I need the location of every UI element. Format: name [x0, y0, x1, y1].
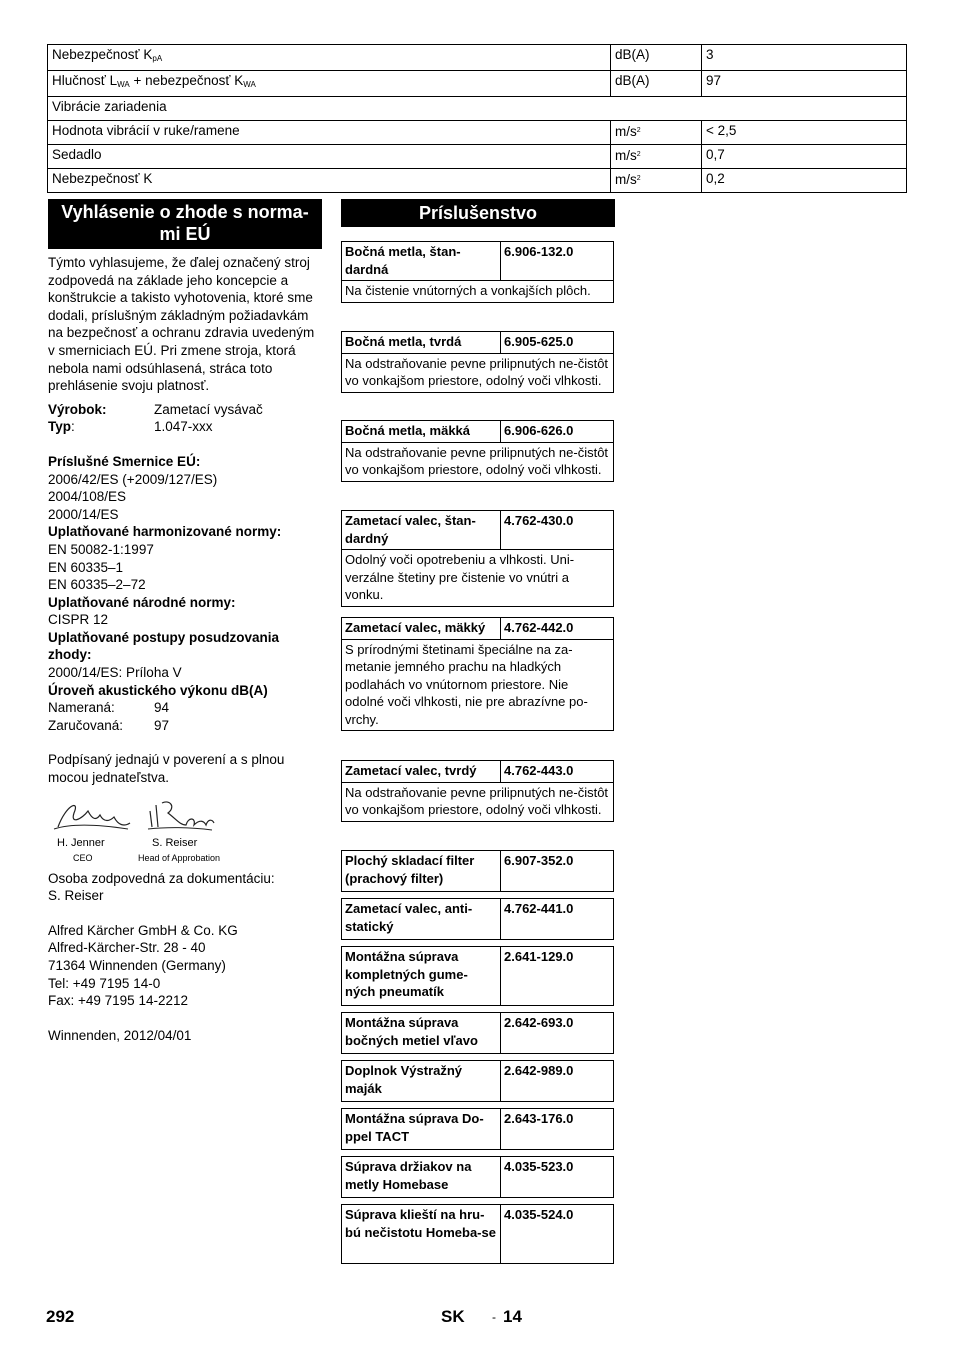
spec-label: Hodnota vibrácií v ruke/ramene [48, 121, 611, 145]
accessory-item [341, 760, 614, 822]
accessory-name: Montážna súprava kompletných gume-ných pneumatík [342, 947, 501, 1006]
type-value: 1.047-xxx [154, 419, 213, 435]
doc-person: S. Reiser [48, 888, 104, 904]
measured-value: 94 [154, 700, 170, 716]
national-item: CISPR 12 [48, 612, 109, 628]
national-label: Uplatňované národné normy: [48, 594, 236, 610]
accessory-code: 2.643-176.0 [501, 1109, 614, 1150]
accessory-item [341, 1012, 614, 1054]
spec-unit: m/s [615, 124, 637, 139]
spec-table [47, 44, 907, 193]
harmonized-item: EN 60335–1 [48, 559, 124, 575]
spec-unit: m/s [615, 148, 637, 163]
accessory-code: 4.762-441.0 [501, 899, 614, 940]
accessory-code: 2.642-989.0 [501, 1061, 614, 1102]
spec-row [48, 121, 907, 145]
guaranteed-value: 97 [154, 717, 170, 733]
signature-reiser-image [146, 797, 216, 835]
accessory-code: 4.762-442.0 [501, 618, 614, 640]
accessory-name: Zametací valec, mäkký [342, 618, 501, 640]
address-line: Alfred-Kärcher-Str. 28 - 40 [48, 940, 206, 956]
product-value: Zametací vysávač [154, 401, 263, 417]
spec-unit-sup: 2 [636, 175, 641, 182]
procedures-item: 2000/14/ES: Príloha V [48, 665, 182, 681]
accessory-item [341, 510, 614, 607]
signature1-role: CEO [73, 852, 93, 863]
spec-label: Vibrácie zariadenia [48, 97, 907, 121]
page-number: 292 [46, 1307, 75, 1326]
spec-value: < 2,5 [702, 121, 907, 145]
accessory-name: Plochý skladací filter (prachový filter) [342, 851, 501, 892]
accessory-desc: Na odstraňovanie pevne prilipnutých ne-čistôt vo vonkajšom priestore, odolný voči vlhkosti. [342, 353, 614, 392]
accessory-code: 4.762-443.0 [501, 761, 614, 783]
accessory-item [341, 420, 614, 482]
declaration-intro: Týmto vyhlasujeme, že ďalej označený stroj zodpovedá na základe jeho koncepcie a konštrukcie a takisto vyhotovenia, ktoré sme dodali, príslušným základným požiadavkám na bezpečnosť a ochranu zdravia uvedeným v smerniciach EÚ. Pri zmene stroja, ktorá nebola nami odsúhlasená, stráca toto prehlásenie svoju platnosť. [48, 255, 315, 394]
harmonized-label: Uplatňované harmonizované normy: [48, 524, 282, 540]
accessory-desc: Na odstraňovanie pevne prilipnutých ne-čistôt vo vonkajšom priestore, odolný voči vlhkosti. [342, 782, 614, 821]
spec-row [48, 145, 907, 169]
type-label: Typ [48, 419, 71, 435]
accessory-code: 6.905-625.0 [501, 332, 614, 354]
accessory-item [341, 898, 614, 940]
address-line: Fax: +49 7195 14-2212 [48, 993, 188, 1009]
accessory-desc: Na čistenie vnútorných a vonkajších plôch. [342, 281, 614, 303]
accessory-name: Súprava klieští na hru-bú nečistotu Homeba-se [342, 1205, 501, 1264]
accessory-code: 6.907-352.0 [501, 851, 614, 892]
spec-unit: dB(A) [611, 71, 702, 97]
declaration-body [48, 254, 323, 1044]
accessory-item [341, 850, 614, 892]
address-line: Alfred Kärcher GmbH & Co. KG [48, 922, 238, 938]
declaration-title-line1: Vyhlásenie o zhode s norma- [61, 202, 309, 222]
accessory-name: Zametací valec, tvrdý [342, 761, 501, 783]
accessory-item [341, 331, 614, 393]
signatures [48, 797, 323, 863]
acoustic-label: Úroveň akustického výkonu dB(A) [48, 682, 268, 698]
spec-value: 3 [702, 45, 907, 71]
harmonized-item: EN 50082-1:1997 [48, 541, 154, 557]
accessory-item [341, 1108, 614, 1150]
declaration-title-line2: mi EÚ [159, 224, 211, 244]
guaranteed-label: Zaručovaná: [48, 717, 124, 733]
accessory-code: 4.035-523.0 [501, 1157, 614, 1198]
spec-label-sub: WA [117, 80, 130, 89]
sub-page-number: 14 [503, 1307, 522, 1326]
spec-row [48, 97, 907, 121]
declaration-header [48, 199, 322, 249]
directive-item: 2004/108/ES [48, 489, 127, 505]
sub-page-dash: - [492, 1310, 496, 1324]
accessory-item [341, 241, 614, 303]
signature2-name: S. Reiser [152, 836, 198, 849]
spec-label: Hlučnosť L [52, 73, 118, 88]
spec-value: 97 [702, 71, 907, 97]
spec-label-rest: + nebezpečnosť K [129, 73, 244, 88]
accessory-code: 2.641-129.0 [501, 947, 614, 1006]
directive-item: 2006/42/ES (+2009/127/ES) [48, 471, 218, 487]
spec-unit-sup: 2 [636, 151, 641, 158]
signature1-name: H. Jenner [57, 836, 105, 849]
signature2-role: Head of Approbation [138, 852, 221, 863]
accessory-code: 6.906-132.0 [501, 242, 614, 281]
address-line: Tel: +49 7195 14-0 [48, 975, 161, 991]
accessory-name: Doplnok Výstražný maják [342, 1061, 501, 1102]
accessory-code: 6.906-626.0 [501, 421, 614, 443]
measured-label: Nameraná: [48, 700, 115, 716]
spec-label-sub: pA [152, 54, 163, 63]
accessory-name: Súprava držiakov na metly Homebase [342, 1157, 501, 1198]
accessory-item [341, 1060, 614, 1102]
accessory-name: Montážna súprava Do-ppel TACT [342, 1109, 501, 1150]
accessory-name: Zametací valec, anti-statický [342, 899, 501, 940]
accessory-desc: Na odstraňovanie pevne prilipnutých ne-čistôt vo vonkajšom priestore, odolný voči vlhkosti. [342, 442, 614, 481]
directive-item: 2000/14/ES [48, 506, 119, 522]
accessory-name: Montážna súprava bočných metiel vľavo [342, 1013, 501, 1054]
signed-text: Podpísaný jednajú v poverení a s plnou mocou jednateľstva. [48, 752, 285, 786]
accessory-code: 4.035-524.0 [501, 1205, 614, 1264]
product-row [48, 401, 323, 419]
spec-row [48, 71, 907, 97]
accessory-item [341, 617, 614, 731]
accessory-code: 4.762-430.0 [501, 511, 614, 550]
spec-unit: m/s [615, 172, 637, 187]
accessory-desc: S prírodnými štetinami špeciálne na za-metanie jemného prachu na hladkých podlahách vo vnútornom priestore. Nie odolné voči vlhkosti, nie pre abrazívne po-vrchy. [342, 639, 614, 731]
accessory-item [341, 1156, 614, 1198]
spec-value: 0,2 [702, 169, 907, 193]
place-date: Winnenden, 2012/04/01 [48, 1027, 192, 1043]
accessory-desc: Odolný voči opotrebeniu a vlhkosti. Uni-verzálne štetiny pre čistenie vo vnútri a vonku. [342, 550, 614, 607]
type-colon: : [71, 419, 75, 435]
accessory-name: Bočná metla, mäkká [342, 421, 501, 443]
accessory-name: Zametací valec, štan-dardný [342, 511, 501, 550]
accessories-header: Príslušenstvo [341, 199, 615, 227]
guaranteed-row [48, 717, 323, 735]
measured-row [48, 699, 323, 717]
doc-person-label: Osoba zodpovedná za dokumentáciu: [48, 870, 275, 886]
address-line: 71364 Winnenden (Germany) [48, 958, 226, 973]
accessory-item [341, 1204, 614, 1264]
spec-label: Sedadlo [48, 145, 611, 169]
product-label: Výrobok: [48, 401, 107, 417]
accessory-code: 2.642-693.0 [501, 1013, 614, 1054]
spec-unit: dB(A) [611, 45, 702, 71]
spec-label: Nebezpečnosť K [48, 169, 611, 193]
accessory-name: Bočná metla, tvrdá [342, 332, 501, 354]
procedures-label: Uplatňované postupy posudzovania zhody: [48, 629, 280, 663]
spec-row [48, 169, 907, 193]
accessory-name: Bočná metla, štan-dardná [342, 242, 501, 281]
language-code: SK [441, 1307, 465, 1326]
spec-row [48, 45, 907, 71]
harmonized-item: EN 60335–2–72 [48, 577, 146, 593]
accessory-item [341, 946, 614, 1006]
directives-label: Príslušné Smernice EÚ: [48, 453, 201, 469]
spec-value: 0,7 [702, 145, 907, 169]
signature-jenner-image [52, 799, 132, 837]
spec-unit-sup: 2 [636, 127, 641, 134]
spec-label: Nebezpečnosť K [52, 47, 153, 62]
type-row [48, 418, 323, 436]
spec-label-sub: WA [243, 80, 256, 89]
